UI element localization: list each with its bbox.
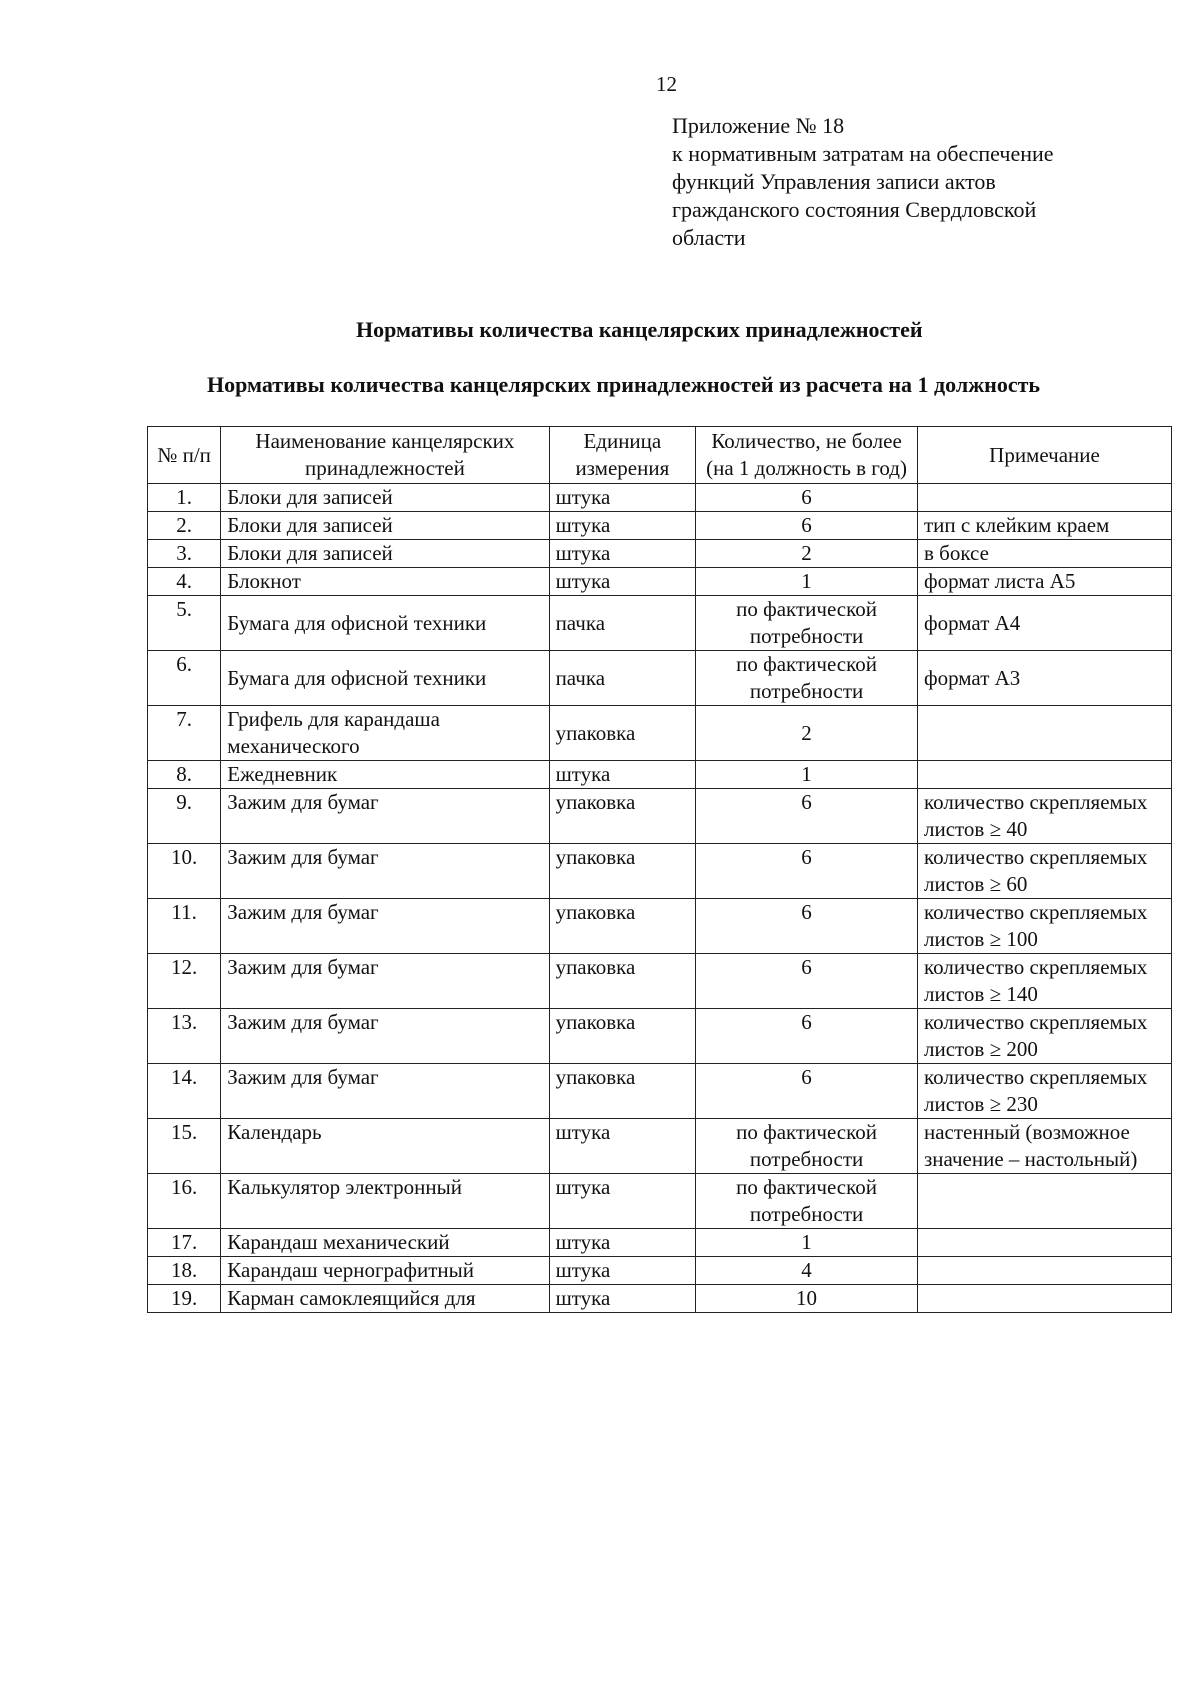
row-name: Зажим для бумаг <box>221 1064 549 1119</box>
row-qty: 4 <box>696 1257 918 1285</box>
appendix-line: функций Управления записи актов <box>672 169 996 194</box>
table-row <box>148 1174 1172 1229</box>
header-note: Примечание <box>917 427 1171 484</box>
row-qty: 6 <box>696 484 918 512</box>
row-unit: штука <box>549 1285 696 1313</box>
document-subtitle: Нормативы количества канцелярских принадлежностей из расчета на 1 должность <box>207 372 1041 397</box>
table-row <box>148 706 1172 761</box>
row-num: 16. <box>148 1174 221 1229</box>
table-row <box>148 512 1172 540</box>
row-note: формат листа А5 <box>917 568 1171 596</box>
table-header-row <box>148 427 1172 484</box>
row-name: Карандаш механический <box>221 1229 549 1257</box>
row-num: 11. <box>148 899 221 954</box>
row-qty: по фактической потребности <box>696 1119 918 1174</box>
appendix-line: гражданского состояния Свердловской <box>672 197 1037 222</box>
row-name: Карандаш чернографитный <box>221 1257 549 1285</box>
table-row <box>148 761 1172 789</box>
row-num: 3. <box>148 540 221 568</box>
appendix-line: Приложение № 18 <box>672 113 845 138</box>
row-name: Блоки для записей <box>221 512 549 540</box>
row-qty: 1 <box>696 761 918 789</box>
row-note: настенный (возможное значение – настольный) <box>917 1119 1171 1174</box>
table-row <box>148 1229 1172 1257</box>
row-unit: упаковка <box>549 1009 696 1064</box>
row-qty: по фактической потребности <box>696 1174 918 1229</box>
row-note <box>917 1285 1171 1313</box>
row-note: количество скрепляемых листов ≥ 140 <box>917 954 1171 1009</box>
row-unit: пачка <box>549 651 696 706</box>
table-row <box>148 1257 1172 1285</box>
row-unit: упаковка <box>549 1064 696 1119</box>
header-unit: Единица измерения <box>549 427 696 484</box>
row-name: Бумага для офисной техники <box>221 651 549 706</box>
row-qty: 6 <box>696 1064 918 1119</box>
row-unit: штука <box>549 568 696 596</box>
row-qty: 2 <box>696 706 918 761</box>
row-name: Зажим для бумаг <box>221 899 549 954</box>
row-note <box>917 761 1171 789</box>
row-qty: 1 <box>696 1229 918 1257</box>
row-qty: по фактической потребности <box>696 596 918 651</box>
row-unit: штука <box>549 1229 696 1257</box>
page-number: 12 <box>656 72 677 96</box>
table-row <box>148 954 1172 1009</box>
row-unit: упаковка <box>549 706 696 761</box>
row-name: Блоки для записей <box>221 540 549 568</box>
row-num: 15. <box>148 1119 221 1174</box>
row-qty: 6 <box>696 512 918 540</box>
row-name: Зажим для бумаг <box>221 789 549 844</box>
row-unit: упаковка <box>549 844 696 899</box>
row-unit: штука <box>549 1174 696 1229</box>
row-num: 14. <box>148 1064 221 1119</box>
table-row <box>148 1009 1172 1064</box>
row-num: 8. <box>148 761 221 789</box>
table-row <box>148 1064 1172 1119</box>
row-unit: штука <box>549 1119 696 1174</box>
row-unit: упаковка <box>549 789 696 844</box>
row-num: 4. <box>148 568 221 596</box>
row-num: 7. <box>148 706 221 761</box>
row-num: 1. <box>148 484 221 512</box>
row-num: 9. <box>148 789 221 844</box>
table-row <box>148 899 1172 954</box>
row-qty: 2 <box>696 540 918 568</box>
table-row <box>148 540 1172 568</box>
row-num: 13. <box>148 1009 221 1064</box>
table-row <box>148 844 1172 899</box>
row-unit: штука <box>549 540 696 568</box>
row-name: Блокнот <box>221 568 549 596</box>
norms-table <box>147 426 1172 1313</box>
row-num: 18. <box>148 1257 221 1285</box>
row-num: 19. <box>148 1285 221 1313</box>
row-qty: по фактической потребности <box>696 651 918 706</box>
appendix-header <box>672 112 1142 252</box>
row-note <box>917 484 1171 512</box>
row-name: Карман самоклеящийся для <box>221 1285 549 1313</box>
row-name: Ежедневник <box>221 761 549 789</box>
row-name: Зажим для бумаг <box>221 954 549 1009</box>
row-name: Зажим для бумаг <box>221 1009 549 1064</box>
row-note <box>917 1257 1171 1285</box>
row-unit: штука <box>549 484 696 512</box>
row-note <box>917 1174 1171 1229</box>
table-row <box>148 596 1172 651</box>
table-row <box>148 568 1172 596</box>
row-name: Календарь <box>221 1119 549 1174</box>
row-num: 2. <box>148 512 221 540</box>
row-note: тип с клейким краем <box>917 512 1171 540</box>
appendix-line: области <box>672 225 746 250</box>
row-name: Блоки для записей <box>221 484 549 512</box>
row-qty: 6 <box>696 1009 918 1064</box>
row-qty: 6 <box>696 899 918 954</box>
row-note: количество скрепляемых листов ≥ 100 <box>917 899 1171 954</box>
table-row <box>148 484 1172 512</box>
row-note <box>917 1229 1171 1257</box>
row-num: 6. <box>148 651 221 706</box>
row-unit: упаковка <box>549 954 696 1009</box>
row-unit: пачка <box>549 596 696 651</box>
row-name: Бумага для офисной техники <box>221 596 549 651</box>
row-note: количество скрепляемых листов ≥ 230 <box>917 1064 1171 1119</box>
document-title: Нормативы количества канцелярских принадлежностей <box>356 317 923 342</box>
row-qty: 1 <box>696 568 918 596</box>
row-unit: упаковка <box>549 899 696 954</box>
row-note: количество скрепляемых листов ≥ 200 <box>917 1009 1171 1064</box>
row-num: 5. <box>148 596 221 651</box>
table-row <box>148 1285 1172 1313</box>
row-note: количество скрепляемых листов ≥ 60 <box>917 844 1171 899</box>
row-note: формат А4 <box>917 596 1171 651</box>
row-note <box>917 706 1171 761</box>
header-num: № п/п <box>148 427 221 484</box>
row-num: 10. <box>148 844 221 899</box>
row-qty: 6 <box>696 789 918 844</box>
row-name: Зажим для бумаг <box>221 844 549 899</box>
row-qty: 10 <box>696 1285 918 1313</box>
table-row <box>148 651 1172 706</box>
row-note: формат А3 <box>917 651 1171 706</box>
row-qty: 6 <box>696 954 918 1009</box>
header-name: Наименование канцелярских принадлежностей <box>221 427 549 484</box>
header-qty: Количество, не более (на 1 должность в год) <box>696 427 918 484</box>
row-unit: штука <box>549 512 696 540</box>
row-name: Грифель для карандаша механического <box>221 706 549 761</box>
row-name: Калькулятор электронный <box>221 1174 549 1229</box>
row-qty: 6 <box>696 844 918 899</box>
row-unit: штука <box>549 761 696 789</box>
table-row <box>148 1119 1172 1174</box>
appendix-line: к нормативным затратам на обеспечение <box>672 141 1054 166</box>
row-note: количество скрепляемых листов ≥ 40 <box>917 789 1171 844</box>
row-num: 12. <box>148 954 221 1009</box>
table-row <box>148 789 1172 844</box>
row-num: 17. <box>148 1229 221 1257</box>
row-unit: штука <box>549 1257 696 1285</box>
row-note: в боксе <box>917 540 1171 568</box>
